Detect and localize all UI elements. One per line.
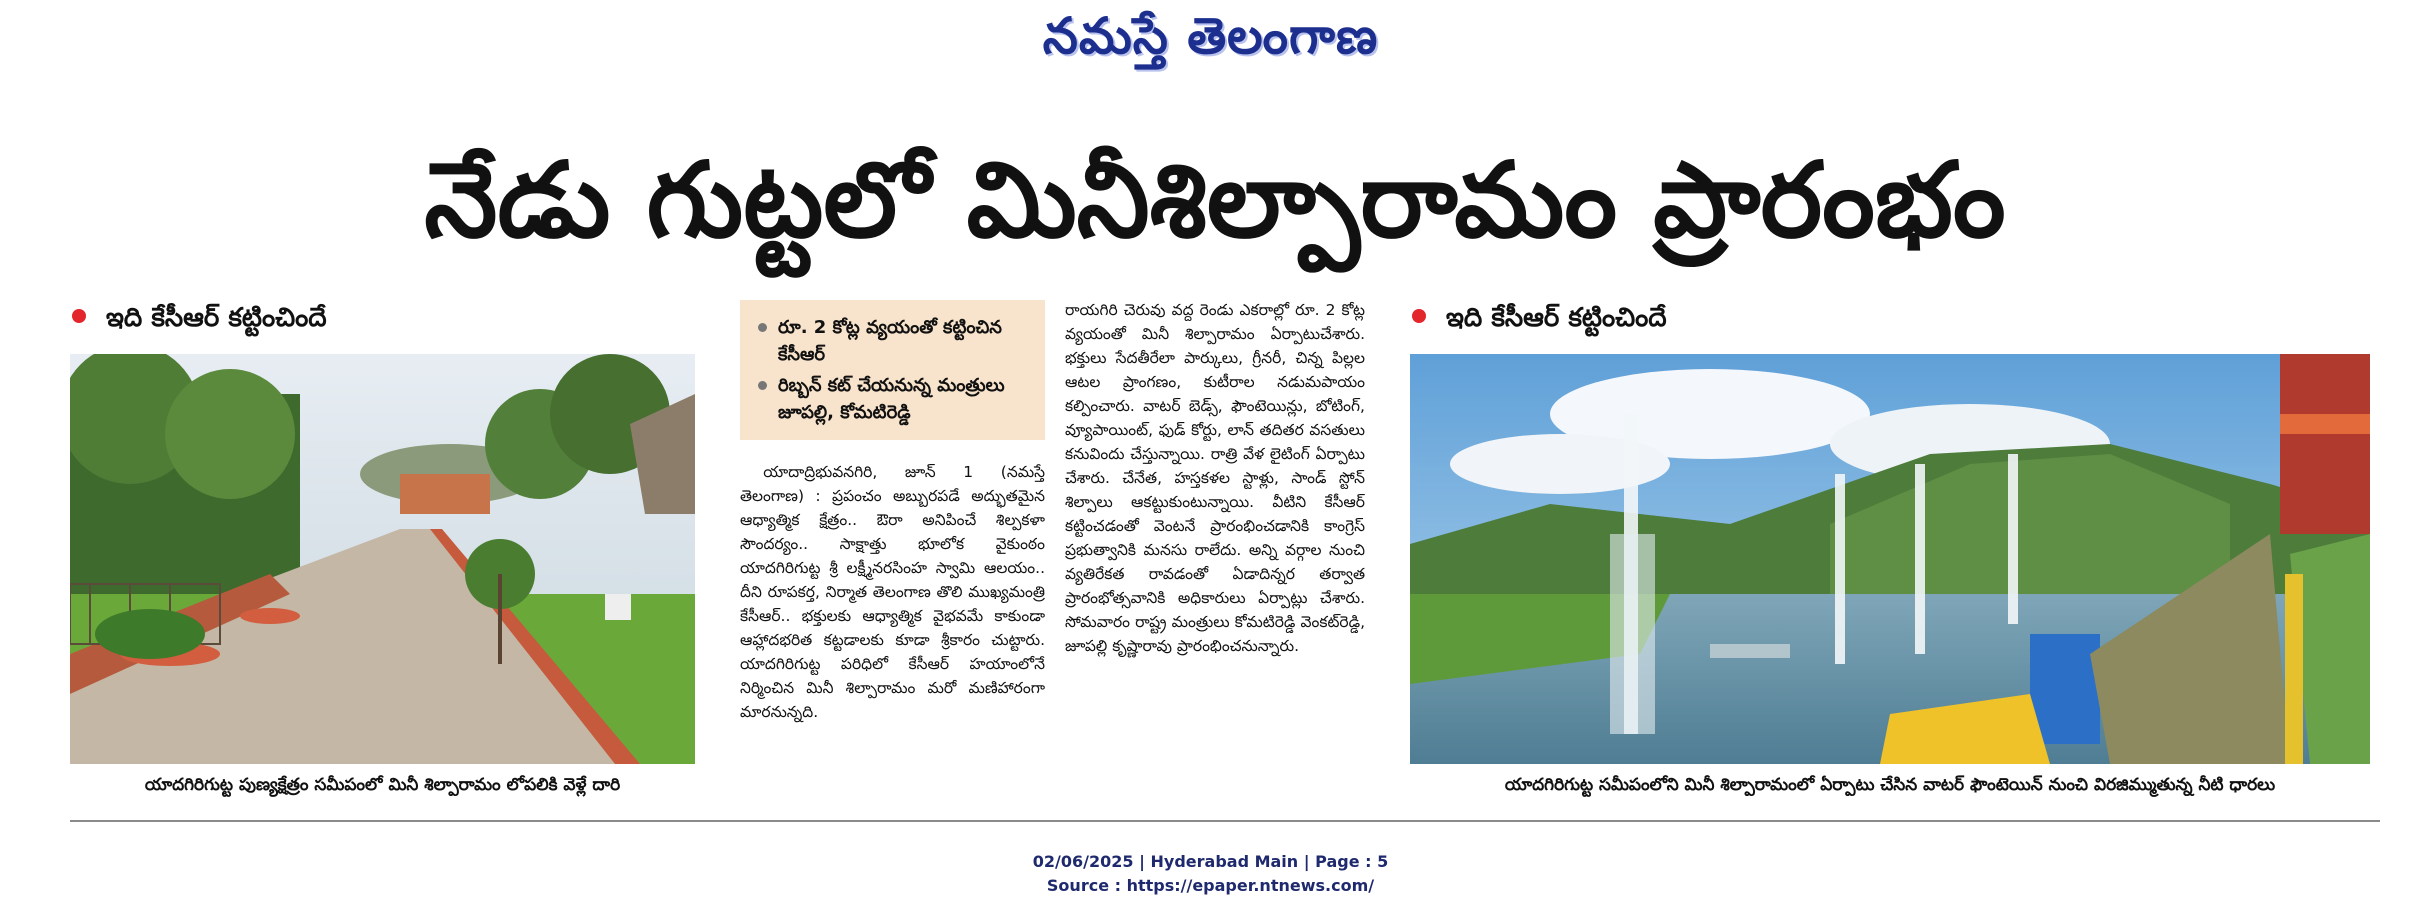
left-kicker xyxy=(72,298,327,338)
article-text: యాదాద్రిభువనగిరి, జూన్ 1 (నమస్తే తెలంగాణ) : ప్రపంచం అబ్బురపడే అద్భుతమైన ఆధ్యాత్మిక క్షేత్రం.. ఔరా అనిపించే శిల్పకళా సౌందర్యం.. సాక్షాత్తు భూలోక వైకుంఠం యాదగిరిగుట్ట శ్రీ లక్ష్మీనరసింహ స్వామి ఆలయం.. దీని రూపకర్త, నిర్మాత తెలంగాణ తొలి ముఖ్యమంత్రి కేసీఆర్.. భక్తులకు ఆధ్యాత్మిక వైభవమే కాకుండా ఆహ్లాదభరిత కట్టడాలకు కూడా శ్రీకారం చుట్టారు. యాదగిరిగుట్ట పరిధిలో కేసీఆర్ హయాంలోనే నిర్మించిన మినీ శిల్పారామం మరో మణిహారంగా మారనున్నది. xyxy=(740,463,1045,721)
highlight-item: రూ. 2 కోట్ల వ్యయంతో కట్టించిన కేసీఆర్ xyxy=(756,314,1029,368)
highlight-item: రిబ్బన్ కట్ చేయనున్న మంత్రులు జూపల్లి, కోమటిరెడ్డి xyxy=(756,372,1029,426)
divider xyxy=(70,820,2380,822)
left-kicker-text: ఇది కేసీఆర్ కట్టించిందే xyxy=(106,303,327,333)
footer-source-link[interactable]: Source : https://epaper.ntnews.com/ xyxy=(1046,876,1375,895)
article-column-1 xyxy=(740,460,1045,800)
highlights-box xyxy=(740,300,1045,440)
masthead-logo: నమస్తే తెలంగాణ xyxy=(1042,6,1379,65)
left-photo-pathway xyxy=(70,354,695,764)
article-column-2 xyxy=(1065,298,1365,800)
article-text: రాయగిరి చెరువు వద్ద రెండు ఎకరాల్లో రూ. 2 కోట్ల వ్యయంతో మినీ శిల్పారామం ఏర్పాటుచేశారు. భక్తులు సేదతీరేలా పార్కులు, గ్రీనరీ, చిన్న పిల్లల ఆటల ప్రాంగణం, కుటీరాల నడుమపాయం కల్పించారు. వాటర్ బెడ్స్, ఫౌంటెయిన్లు, బోటింగ్, వ్యూపాయింట్, ఫుడ్ కోర్టు, లాన్ తదితర వసతులు కనువిందు చేస్తున్నాయి. రాత్రి వేళ లైటింగ్ ఏర్పాటు చేశారు. చేనేత, హస్తకళల స్టాళ్లు, సాండ్ స్టోన్ శిల్పాలు ఆకట్టుకుంటున్నాయి. వీటిని కేసీఆర్ కట్టించడంతో వెంటనే ప్రారంభించడానికి కాంగ్రెస్ ప్రభుత్వానికి మనసు రాలేదు. అన్ని వర్గాల నుంచి వ్యతిరేకత రావడంతో ఏడాదిన్నర తర్వాత ప్రారంభోత్సవానికి అధికారులు ఏర్పాట్లు చేశారు. సోమవారం రాష్ట్ర మంత్రులు కోమటిరెడ్డి వెంకట్‌రెడ్డి, జూపల్లి కృష్ణారావు ప్రారంభించనున్నారు. xyxy=(1065,301,1365,655)
headline: నేడు గుట్టలో మినీశిల్పారామం ప్రారంభం xyxy=(424,139,2006,261)
right-photo-caption: యాదగిరిగుట్ట సమీపంలోని మినీ శిల్పారామంలో ఏర్పాటు చేసిన వాటర్ ఫౌంటెయిన్ నుంచి విరజిమ్ముతున్న నీటి ధారలు xyxy=(1504,775,2276,795)
left-photo-caption: యాదగిరిగుట్ట పుణ్యక్షేత్రం సమీపంలో మినీ శిల్పారామం లోపలికి వెళ్లే దారి xyxy=(144,775,621,795)
footer-dateline: 02/06/2025 | Hyderabad Main | Page : 5 xyxy=(1032,852,1389,871)
bullet-dot-icon xyxy=(1412,309,1426,323)
right-photo-fountain xyxy=(1410,354,2370,764)
bullet-dot-icon xyxy=(72,309,86,323)
right-kicker xyxy=(1412,298,1667,338)
right-kicker-text: ఇది కేసీఆర్ కట్టించిందే xyxy=(1446,303,1667,333)
